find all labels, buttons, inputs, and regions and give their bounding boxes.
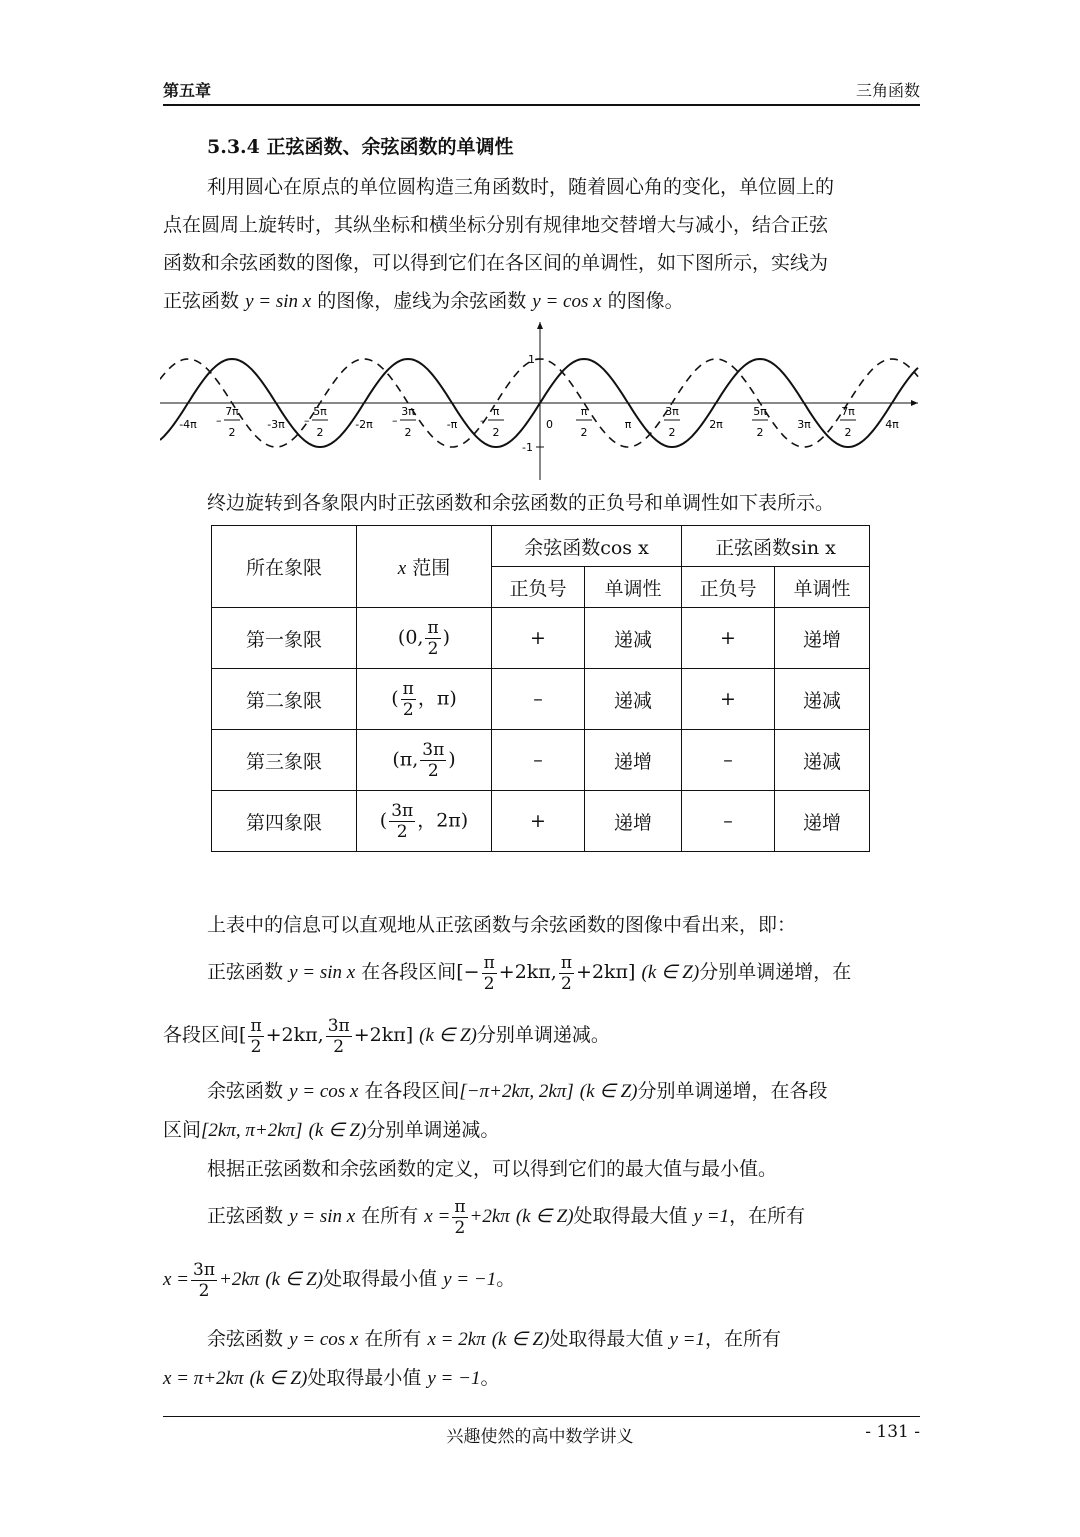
cos-mono: 递减: [585, 608, 682, 669]
x-tick-label: -π: [446, 418, 458, 431]
range-right: ): [442, 626, 451, 648]
x-eq: x =: [163, 1269, 190, 1290]
min-value: y = −1: [427, 1368, 481, 1389]
max-value: y =1: [669, 1329, 705, 1350]
text: 。: [480, 1367, 500, 1389]
quadrant-cell: 第二象限: [212, 669, 357, 730]
x-eq: x = 2kπ: [427, 1329, 486, 1350]
x-tick-label: 5π 2: [753, 405, 767, 439]
text: 处取得最小值: [307, 1367, 422, 1389]
header-cos: 余弦函数cos x: [492, 526, 682, 567]
table-intro-text: 终边旋转到各象限内时正弦函数和余弦函数的正负号和单调性如下表所示。: [207, 492, 835, 514]
text: ，在所有: [705, 1328, 782, 1350]
maxmin-intro-text: 根据正弦函数和余弦函数的定义，可以得到它们的最大值与最小值。: [207, 1158, 778, 1180]
maxmin-intro: [163, 1150, 920, 1188]
x-tick-label: -3π: [267, 418, 285, 431]
cos-expression: y = cos x: [289, 1081, 359, 1102]
sin-expression: y = sin x: [289, 962, 356, 983]
k-in-z: (k ∈ Z): [641, 962, 700, 983]
range-left: (: [379, 809, 388, 831]
frac-den: 2: [402, 699, 414, 720]
frac-num: π: [454, 1196, 466, 1217]
quadrant-cell: 第三象限: [212, 730, 357, 791]
quadrant-cell: 第一象限: [212, 608, 357, 669]
x-tick-label: π: [624, 418, 632, 431]
x-tick-label: 7π 2: [841, 405, 855, 439]
interval-part: +2kπ]: [576, 961, 636, 983]
table-row: [212, 730, 870, 791]
text: 处取得最小值: [323, 1268, 438, 1290]
interval: [−π+2kπ, 2kπ]: [459, 1081, 574, 1102]
footer-rule: [163, 1416, 920, 1417]
frac-num: π: [427, 617, 439, 638]
range-cell: [357, 730, 492, 791]
cos-expression: y = cos x: [532, 291, 602, 312]
x-tick-label: 2π: [709, 418, 723, 431]
frac-num: π: [560, 952, 573, 973]
range-fraction: [425, 618, 440, 659]
text: 各段区间: [163, 1024, 240, 1046]
intro-text: 正弦函数: [163, 290, 240, 312]
k-in-z: (k ∈ Z): [419, 1025, 477, 1046]
frac-num: 3π: [327, 1015, 350, 1036]
text: 正弦函数: [207, 961, 284, 983]
x-tail: +2kπ: [219, 1269, 260, 1290]
x-tick-label: 4π: [885, 418, 899, 431]
range-right: ，π): [417, 687, 457, 709]
cos-sign: –: [492, 669, 585, 730]
max-value: y =1: [693, 1206, 730, 1227]
topic-label: 三角函数: [855, 81, 920, 100]
x-tick-label: -4π: [179, 418, 197, 431]
x-tail: +2kπ: [469, 1206, 510, 1227]
chapter-label: 第五章: [163, 81, 212, 100]
page-header: [163, 78, 920, 106]
range-left: (0,: [397, 626, 424, 648]
x-tick-label: 3π: [797, 418, 811, 431]
text: 余弦函数: [207, 1080, 284, 1102]
frac-den: 2: [250, 1036, 262, 1057]
text: 分别单调递增，在各段: [637, 1080, 828, 1102]
range-left: (: [391, 687, 399, 709]
x-tick-label: 0: [546, 418, 553, 431]
frac-num: π: [402, 678, 414, 699]
cos-mono: 递增: [585, 730, 682, 791]
sub-sign: 正负号: [682, 567, 775, 608]
cos-sign: +: [492, 608, 585, 669]
fraction: [452, 1197, 467, 1238]
cos-sign: +: [492, 791, 585, 852]
range-cell: [357, 791, 492, 852]
sub-mono: 单调性: [775, 567, 870, 608]
x-tick-label: 3π 2: [665, 405, 679, 439]
range-fraction: [389, 801, 415, 842]
x-tick-label: π 2: [580, 405, 588, 439]
fraction: [248, 1016, 263, 1057]
after-table: [163, 906, 920, 944]
sin-expression: y = sin x: [245, 291, 312, 312]
text: 在各段区间: [361, 961, 457, 983]
sin-extrema-paragraph: [163, 1194, 920, 1302]
frac-den: 2: [198, 1280, 210, 1301]
fraction: [191, 1260, 217, 1301]
text: 。: [496, 1268, 516, 1290]
frac-den: 2: [483, 973, 495, 994]
sin-sign: –: [682, 730, 775, 791]
text: 在所有: [364, 1328, 422, 1350]
range-right: ): [448, 748, 456, 770]
frac-den: 2: [396, 821, 408, 842]
x-tick-label: 5π 2: [313, 405, 327, 439]
range-cell: [357, 669, 492, 730]
y-tick-label: -1: [522, 441, 533, 454]
k-in-z: (k ∈ Z): [265, 1269, 324, 1290]
sin-expression: y = sin x: [289, 1206, 356, 1227]
frac-num: 3π: [193, 1259, 216, 1280]
k-in-z: (k ∈ Z): [249, 1368, 308, 1389]
sin-mono: 递增: [775, 608, 870, 669]
text: 处取得最大值: [573, 1205, 688, 1227]
min-value: y = −1: [443, 1269, 497, 1290]
x-tick-label: π 2: [492, 405, 500, 439]
footer-title: 兴趣使然的高中数学讲义: [446, 1427, 634, 1447]
k-in-z: (k ∈ Z): [579, 1081, 638, 1102]
sub-sign: 正负号: [492, 567, 585, 608]
header-sin: 正弦函数sin x: [682, 526, 870, 567]
frac-den: 2: [427, 638, 439, 659]
text: ，在所有: [729, 1205, 806, 1227]
cos-expression: y = cos x: [289, 1329, 359, 1350]
frac-den: 2: [454, 1217, 466, 1238]
sin-cos-graph: [160, 320, 922, 480]
sin-mono: 递增: [775, 791, 870, 852]
text: 正弦函数: [207, 1205, 284, 1227]
sin-sign: –: [682, 791, 775, 852]
text: 在所有: [361, 1205, 419, 1227]
x-axis-arrow: [911, 400, 918, 406]
x-tick-minus: –: [480, 414, 486, 427]
range-cell: [357, 608, 492, 669]
intro-line: 点在圆周上旋转时，其纵坐标和横坐标分别有规律地交替增大与减小，结合正弦: [163, 214, 829, 236]
k-in-z: (k ∈ Z): [515, 1206, 574, 1227]
sin-sign: +: [682, 608, 775, 669]
interval-part: [: [239, 1024, 247, 1046]
x-tick-minus: –: [216, 414, 222, 427]
range-left: (π,: [392, 748, 419, 770]
interval-part: +2kπ]: [353, 1024, 414, 1046]
range-label: 范围: [412, 557, 451, 579]
intro-text: 的图像。: [607, 290, 684, 312]
interval-part: +2kπ,: [498, 961, 557, 983]
sin-mono: 递减: [775, 669, 870, 730]
cos-mono: 递增: [585, 791, 682, 852]
y-axis-arrow: [537, 322, 543, 329]
sin-sign: +: [682, 669, 775, 730]
frac-den: 2: [561, 973, 572, 994]
header-rule: [163, 104, 920, 106]
sin-mono: 递减: [775, 730, 870, 791]
text: 分别单调递减。: [366, 1119, 500, 1141]
fraction: [482, 953, 497, 994]
intro-text: 的图像，虚线为余弦函数: [317, 290, 527, 312]
page-number: - 131 -: [865, 1422, 920, 1442]
cos-sign: –: [492, 730, 585, 791]
sin-mono-paragraph: [163, 950, 920, 1058]
intro-line: 函数和余弦函数的图像，可以得到它们在各区间的单调性，如下图所示，实线为: [163, 252, 829, 274]
x-tick-labels: [179, 405, 899, 439]
table-row: [212, 791, 870, 852]
x-tick-label: 3π 2: [401, 405, 415, 439]
table-intro: [163, 484, 920, 522]
frac-num: π: [250, 1015, 262, 1036]
range-fraction: [401, 679, 416, 720]
table-row: [212, 608, 870, 669]
frac-den: 2: [333, 1036, 345, 1057]
after-table-text: 上表中的信息可以直观地从正弦函数与余弦函数的图像中看出来，即：: [207, 914, 797, 936]
cos-mono-paragraph: [163, 1072, 920, 1150]
cos-mono: 递减: [585, 669, 682, 730]
sub-mono: 单调性: [585, 567, 682, 608]
x-tick-minus: –: [392, 414, 398, 427]
x-eq: x =: [424, 1206, 451, 1227]
x-eq: x = π+2kπ: [163, 1368, 244, 1389]
intro-paragraph: [163, 168, 920, 321]
x-tick-label: 7π 2: [225, 405, 239, 439]
range-right: ，2π): [417, 809, 469, 831]
k-in-z: (k ∈ Z): [491, 1329, 550, 1350]
fraction: [559, 953, 574, 994]
range-fraction: [420, 740, 446, 781]
text: 在各段区间: [364, 1080, 460, 1102]
header-range: [357, 526, 492, 608]
y-tick-label: 1: [528, 353, 535, 366]
frac-num: 3π: [391, 800, 414, 821]
text: 分别单调递增，在: [699, 961, 852, 983]
text: 处取得最大值: [549, 1328, 664, 1350]
interval-part: [−: [456, 961, 480, 983]
header-quadrant: 所在象限: [212, 526, 357, 608]
frac-num: π: [483, 952, 495, 973]
text: 分别单调递减。: [476, 1024, 610, 1046]
frac-den: 2: [427, 760, 439, 781]
text: 区间: [163, 1119, 202, 1141]
interval-part: +2kπ,: [265, 1024, 324, 1046]
frac-num: 3π: [422, 739, 445, 760]
section-title: 5.3.4 正弦函数、余弦函数的单调性: [207, 136, 514, 158]
intro-line: 利用圆心在原点的单位圆构造三角函数时，随着圆心角的变化，单位圆上的: [207, 176, 835, 198]
text: 余弦函数: [207, 1328, 284, 1350]
fraction: [326, 1016, 352, 1057]
range-var: x: [397, 558, 407, 579]
table-row: [212, 669, 870, 730]
x-tick-minus: –: [304, 414, 310, 427]
quadrant-table: [211, 525, 870, 852]
cos-extrema-paragraph: [163, 1320, 920, 1398]
k-in-z: (k ∈ Z): [308, 1120, 367, 1141]
x-tick-label: -2π: [355, 418, 373, 431]
interval: [2kπ, π+2kπ]: [201, 1120, 303, 1141]
quadrant-cell: 第四象限: [212, 791, 357, 852]
